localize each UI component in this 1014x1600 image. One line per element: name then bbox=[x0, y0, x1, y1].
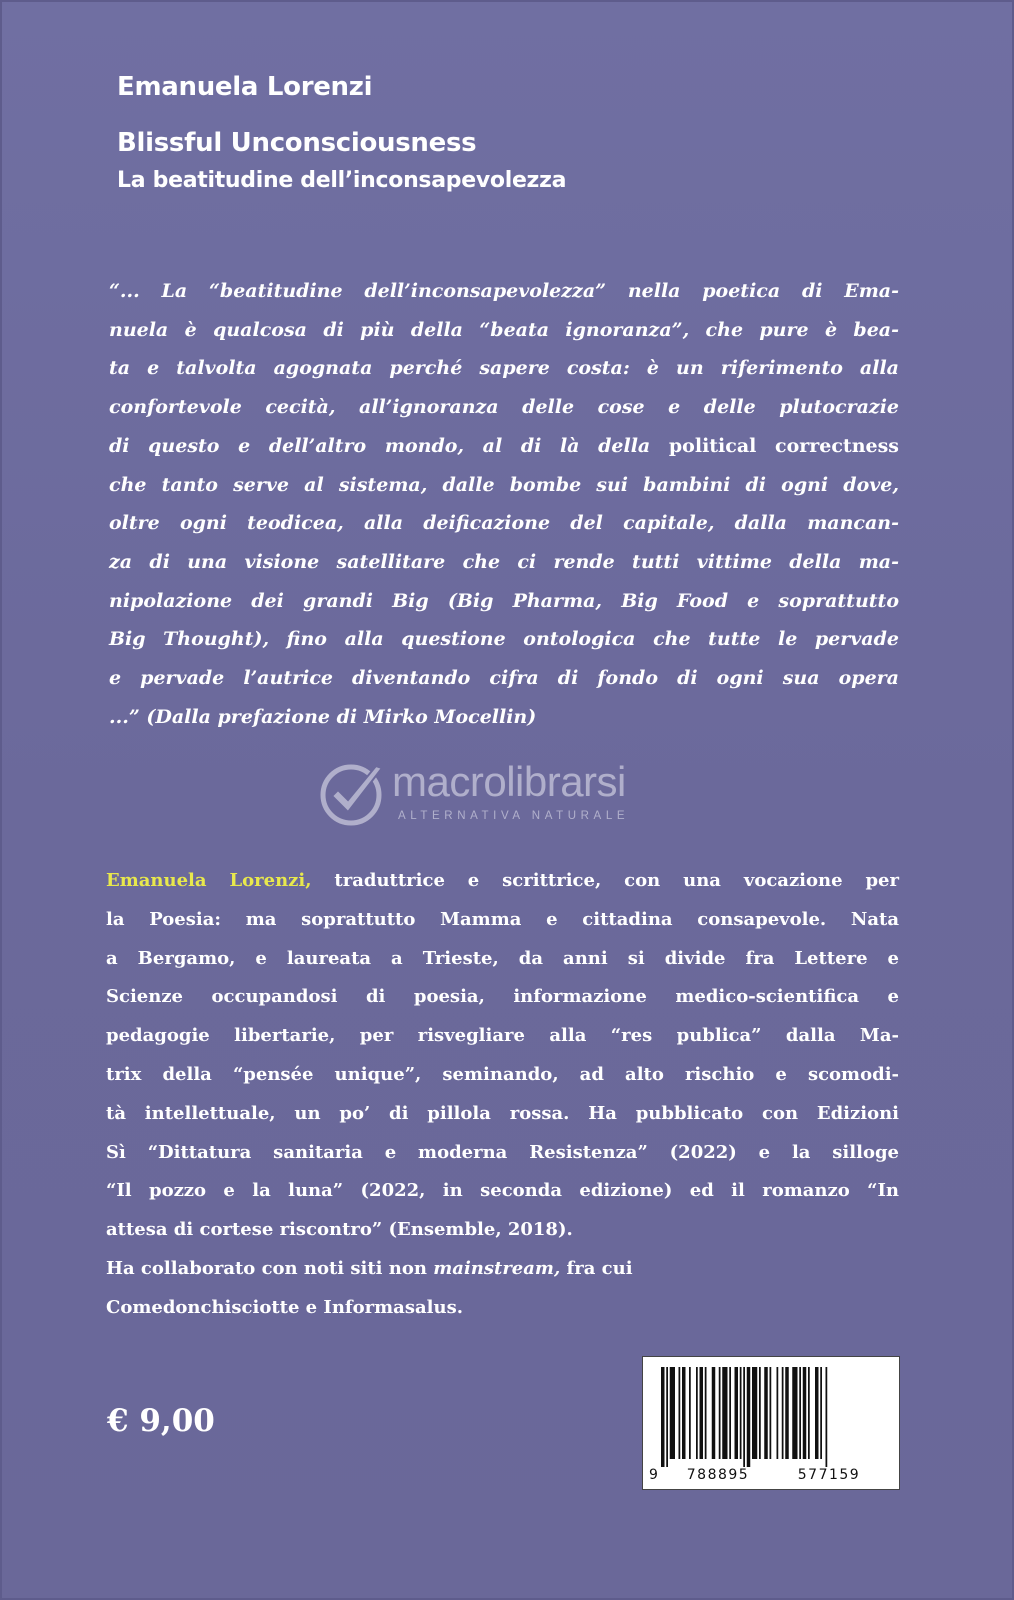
barcode-bars bbox=[657, 1367, 885, 1467]
barcode-bar bbox=[747, 1367, 751, 1467]
quote-line-text: di questo e dell’altro mondo, al di là della bbox=[109, 434, 651, 457]
barcode-digits-right: 577159 bbox=[797, 1467, 861, 1483]
barcode-bar bbox=[682, 1367, 686, 1459]
title-english: Blissful Unconsciousness bbox=[117, 128, 477, 158]
price-label: € 9,00 bbox=[107, 1403, 215, 1439]
barcode-bar bbox=[679, 1367, 681, 1459]
barcode-bar bbox=[666, 1367, 668, 1467]
bio-line: a Bergamo, e laureata a Trieste, da anni si divide fra Lettere e bbox=[106, 947, 899, 969]
barcode-bar bbox=[689, 1367, 691, 1459]
barcode-bar bbox=[799, 1367, 801, 1459]
barcode bbox=[642, 1356, 900, 1490]
barcode-bar bbox=[759, 1367, 761, 1459]
quote-line: “... La “beatitudine dell’inconsapevolezza” nella poetica di Ema- bbox=[109, 280, 899, 302]
barcode-bar bbox=[740, 1367, 742, 1459]
barcode-bar bbox=[792, 1367, 797, 1459]
bio-line: attesa di cortese riscontro” (Ensemble, 2018). bbox=[106, 1219, 573, 1241]
barcode-bar bbox=[803, 1367, 807, 1459]
quote-line bbox=[109, 427, 899, 466]
barcode-bar bbox=[764, 1367, 768, 1459]
quote-line: ta e talvolta agognata perché sapere costa: è un riferimento alla bbox=[109, 357, 899, 380]
bio-line: pedagogie libertarie, per risvegliare alla “res publica” dalla Ma- bbox=[106, 1025, 899, 1047]
bio-line: trix della “pensée unique”, seminando, ad alto rischio e scomodi- bbox=[106, 1063, 899, 1085]
quote-line: confortevole cecità, all’ignoranza delle cose e delle plutocrazie bbox=[109, 396, 899, 419]
barcode-bar bbox=[743, 1367, 745, 1467]
bio-author-name: Emanuela Lorenzi, bbox=[106, 870, 312, 891]
barcode-bar bbox=[820, 1367, 822, 1459]
bio-line: Sì “Dittatura sanitaria e moderna Resistenza” (2022) e la silloge bbox=[106, 1141, 899, 1163]
quote-line: ...” (Dalla prefazione di Mirko Mocellin) bbox=[109, 705, 537, 728]
barcode-bar bbox=[735, 1367, 739, 1459]
barcode-bar bbox=[808, 1367, 810, 1459]
title-italian: La beatitudine dell’inconsapevolezza bbox=[117, 168, 567, 193]
watermark bbox=[318, 752, 718, 832]
barcode-digits bbox=[649, 1467, 893, 1483]
quote-line: Big Thought), fino alla questione ontologica che tutte le pervade bbox=[109, 628, 899, 651]
quote-line: e pervade l’autrice diventando cifra di fondo di ogni sua opera bbox=[109, 667, 899, 690]
preface-quote bbox=[109, 272, 899, 736]
barcode-digits-left: 788895 bbox=[686, 1467, 750, 1483]
quote-line: za di una visione satellitare che ci rende tutti vittime della ma- bbox=[109, 550, 899, 573]
quote-upright-phrase: political correctness bbox=[668, 434, 899, 457]
quote-line: che tanto serve al sistema, dalle bombe sui bambini di ogni dove, bbox=[109, 473, 899, 496]
barcode-bar bbox=[777, 1367, 779, 1459]
barcode-bar bbox=[826, 1367, 828, 1467]
bio-line: Scienze occupandosi di poesia, informazione medico-scientifica e bbox=[106, 986, 899, 1008]
bio-line: la Poesia: ma soprattutto Mamma e cittadina consapevole. Nata bbox=[106, 908, 899, 930]
bio-collab-suffix: fra cui bbox=[560, 1257, 633, 1279]
barcode-bar bbox=[696, 1367, 698, 1459]
barcode-bar bbox=[752, 1367, 757, 1459]
quote-line: nuela è qualcosa di più della “beata ignoranza”, che pure è bea- bbox=[109, 318, 899, 341]
author-name-heading: Emanuela Lorenzi bbox=[117, 72, 373, 102]
bio-line bbox=[106, 1250, 899, 1289]
barcode-bar bbox=[782, 1367, 784, 1459]
barcode-bar bbox=[670, 1367, 675, 1459]
barcode-bar bbox=[661, 1367, 665, 1467]
quote-line: oltre ogni teodicea, alla deificazione del capitale, dalla mancan- bbox=[109, 512, 899, 535]
watermark-tagline: ALTERNATIVA NATURALE bbox=[398, 810, 630, 822]
bio-collab-prefix: Ha collaborato con noti siti non bbox=[106, 1257, 434, 1279]
bio-line: “Il pozzo e la luna” (2022, in seconda edizione) ed il romanzo “In bbox=[106, 1180, 899, 1202]
barcode-bar bbox=[815, 1367, 819, 1459]
barcode-bar bbox=[729, 1367, 731, 1459]
barcode-bar bbox=[712, 1367, 716, 1459]
bio-collab-emphasis: mainstream, bbox=[433, 1257, 561, 1279]
watermark-name: macrolibrarsi bbox=[392, 758, 626, 805]
barcode-bar bbox=[719, 1367, 721, 1459]
barcode-bar bbox=[770, 1367, 772, 1459]
barcode-bar bbox=[700, 1367, 704, 1459]
check-leaf-icon bbox=[318, 760, 388, 830]
barcode-bar bbox=[705, 1367, 707, 1459]
barcode-digit-lead: 9 bbox=[649, 1467, 658, 1483]
quote-line: nipolazione dei grandi Big (Big Pharma, Big Food e soprattutto bbox=[109, 589, 899, 612]
bio-line-text: traduttrice e scrittrice, con una vocazione per bbox=[311, 870, 899, 891]
bio-line: Comedonchisciotte e Informasalus. bbox=[106, 1296, 463, 1318]
bio-line bbox=[106, 862, 899, 901]
barcode-bar bbox=[785, 1367, 789, 1459]
bio-line: tà intellettuale, un po’ di pillola rossa. Ha pubblicato con Edizioni bbox=[106, 1102, 899, 1124]
barcode-bar bbox=[722, 1367, 727, 1459]
author-bio bbox=[106, 862, 899, 1328]
